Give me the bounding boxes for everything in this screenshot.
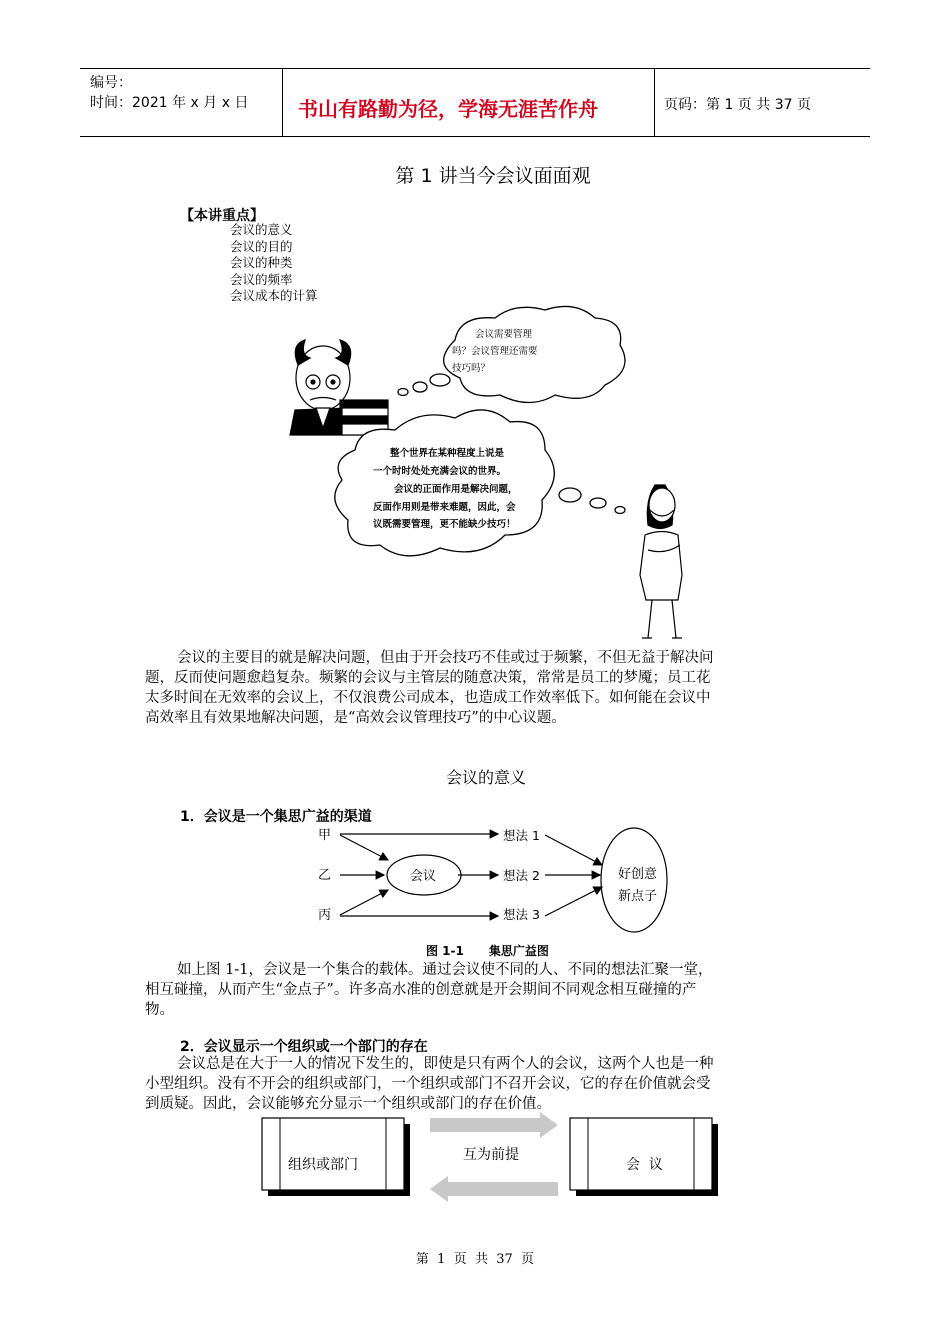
point2-heading: 2．会议显示一个组织或一个部门的存在 (180, 1039, 428, 1055)
figure-caption: 图 1-1 集思广益图 (426, 944, 549, 958)
premise-label: 互为前提 (463, 1147, 519, 1163)
key-point-item: 会议的种类 (230, 255, 293, 270)
result-label: 新点子 (618, 889, 658, 904)
woman-figure (640, 485, 682, 638)
header-divider (654, 68, 655, 136)
meeting-box-label: 会 议 (626, 1157, 663, 1173)
key-point-item: 会议的意义 (230, 222, 293, 237)
cloud-top-line: 吗？会议管理还需要 (452, 346, 538, 357)
right-arrow-icon (430, 1112, 558, 1138)
meeting-node-label: 会议 (410, 869, 437, 884)
paragraph-line: 题，反而使问题愈趋复杂。频繁的会议与主管层的随意决策，常常是员工的梦魇；员工花 (145, 670, 711, 686)
key-point-item: 会议成本的计算 (230, 288, 318, 303)
brainstorm-diagram (300, 820, 670, 940)
page-title: 第 1 讲当今会议面面观 (395, 165, 591, 187)
header-bottom-rule (80, 136, 870, 137)
section-title: 会议的意义 (446, 768, 527, 787)
cloud-top-line: 会议需要管理 (475, 329, 533, 340)
idea-label: 想法 2 (503, 868, 540, 883)
paragraph-line: 高效率且有效果地解决问题，是“高效会议管理技巧”的中心议题。 (145, 710, 566, 726)
idea-label: 想法 1 (503, 828, 540, 843)
paragraph-line: 会议的主要目的就是解决问题，但由于开会技巧不佳或过于频繁，不但无益于解决问 (177, 650, 714, 666)
key-points-list (230, 222, 318, 305)
input-person: 乙 (318, 868, 332, 883)
cloud-bottom-line: 整个世界在某种程度上说是 (390, 448, 505, 459)
page-counter: 页码：第 1 页 共 37 页 (664, 97, 811, 113)
cloud-bottom-line: 议既需要管理，更不能缺少技巧！ (373, 519, 516, 530)
key-point-item: 会议的目的 (230, 238, 293, 254)
cartoon-illustration (280, 300, 720, 645)
org-box-label: 组织或部门 (288, 1157, 358, 1173)
doc-number-label: 编号： (90, 75, 132, 91)
paragraph-line: 会议总是在大于一人的情况下发生的，即使是只有两个人的会议，这两个人也是一种 (177, 1056, 714, 1072)
thought-cloud-bottom (335, 410, 625, 556)
old-man-figure (290, 340, 388, 435)
cloud-bottom-line: 一个时时处处充满会议的世界。 (373, 466, 507, 477)
result-label: 好创意 (618, 867, 658, 882)
key-point-item: 会议的频率 (230, 271, 293, 287)
paragraph-line: 到质疑。因此，会议能够充分显示一个组织或部门的存在价值。 (145, 1096, 551, 1112)
input-person: 丙 (318, 908, 332, 923)
paragraph-line: 太多时间在无效率的会议上，不仅浪费公司成本，也造成工作效率低下。如何能在会议中 (145, 690, 711, 706)
doc-time-label: 时间：2021 年 x 月 x 日 (90, 95, 249, 111)
page-footer: 第 1 页 共 37 页 (415, 1252, 535, 1267)
point2-paragraph (145, 1054, 825, 1114)
cloud-top-line: 技巧吗？ (452, 363, 491, 374)
intro-paragraph (145, 648, 825, 728)
point1-heading: 1．会议是一个集思广益的渠道 (180, 809, 372, 825)
header-motto: 书山有路勤为径，学海无涯苦作舟 (298, 97, 598, 121)
header-divider (282, 68, 283, 136)
idea-label: 想法 3 (503, 907, 540, 922)
cloud-bottom-line: 反面作用则是带来难题，因此，会 (373, 502, 516, 513)
mutual-premise-diagram (258, 1112, 728, 1206)
paragraph-line: 相互碰撞，从而产生“金点子”。许多高水准的创意就是开会期间不同观念相互碰撞的产 (145, 982, 697, 998)
paragraph-line: 物。 (145, 1002, 174, 1018)
left-arrow-icon (430, 1176, 558, 1202)
paragraph-line: 如上图 1-1，会议是一个集合的载体。通过会议使不同的人、不同的想法汇聚一堂， (177, 962, 713, 978)
cloud-bottom-line: 会议的正面作用是解决问题， (394, 484, 518, 495)
point1-paragraph (145, 960, 825, 1020)
key-points-heading: 【本讲重点】 (180, 208, 264, 224)
header-top-rule (80, 68, 870, 69)
input-person: 甲 (318, 828, 332, 843)
paragraph-line: 小型组织。没有不开会的组织或部门，一个组织或部门不召开会议，它的存在价值就会受 (145, 1076, 711, 1092)
